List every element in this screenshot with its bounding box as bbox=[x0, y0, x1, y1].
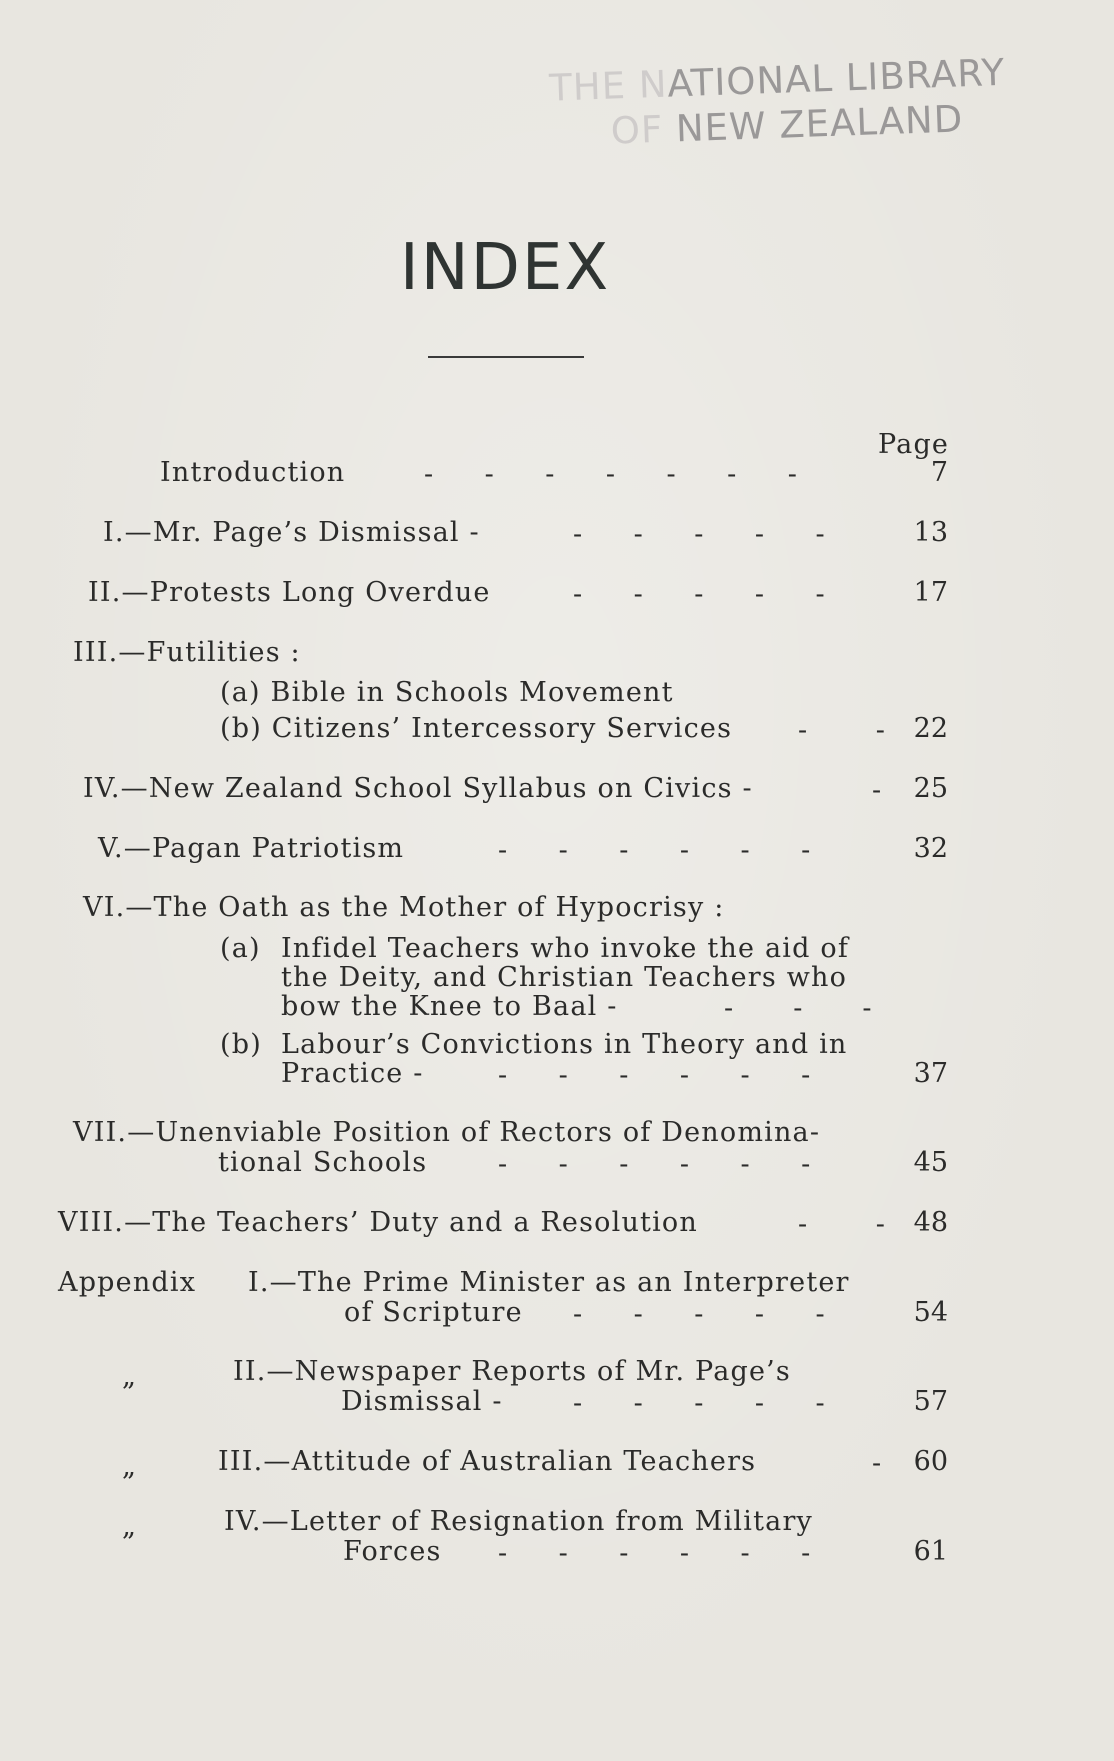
appendix-3-page: 60 bbox=[913, 1446, 948, 1477]
appendix-1-leader: - - - - - bbox=[573, 1299, 825, 1330]
appendix-2-page: 57 bbox=[913, 1386, 948, 1417]
entry-4-page: 25 bbox=[913, 773, 948, 804]
entry-6a-line-1: Infidel Teachers who invoke the aid of bbox=[281, 933, 850, 964]
entry-7-line-2: tional Schools bbox=[218, 1147, 428, 1178]
entry-introduction-label: Introduction bbox=[160, 457, 346, 488]
appendix-4-ditto: „ bbox=[122, 1511, 138, 1542]
appendix-1-line-2: of Scripture bbox=[344, 1297, 523, 1328]
appendix-4-line-2: Forces bbox=[343, 1536, 442, 1567]
entry-6a-line-3: bow the Knee to Baal - bbox=[281, 991, 618, 1022]
entry-6a-marker: (a) bbox=[220, 933, 261, 964]
entry-1-label: I.—Mr. Page’s Dismissal - bbox=[103, 517, 480, 548]
entry-1-page: 13 bbox=[913, 517, 948, 548]
entry-introduction-leader: - - - - - - - bbox=[424, 459, 797, 490]
title-rule bbox=[428, 356, 584, 358]
appendix-1-line-1: I.—The Prime Minister as an Interpreter bbox=[248, 1267, 850, 1298]
entry-6-label: VI.—The Oath as the Mother of Hypocrisy : bbox=[83, 892, 725, 923]
entry-2-page: 17 bbox=[913, 577, 948, 608]
entry-7-page: 45 bbox=[913, 1147, 948, 1178]
entry-4-label: IV.—New Zealand School Syllabus on Civics - bbox=[83, 773, 753, 804]
appendix-3-label: III.—Attitude of Australian Teachers bbox=[218, 1446, 757, 1477]
entry-7-line-1: VII.—Unenviable Position of Rectors of Denomina- bbox=[73, 1117, 821, 1148]
page-column-label: Page bbox=[878, 429, 950, 460]
entry-7-leader: - - - - - - bbox=[498, 1149, 811, 1180]
entry-4-leader: - bbox=[872, 775, 882, 806]
stamp-line-1-main: ATIONAL LIBRARY bbox=[666, 50, 1006, 106]
appendix-4-line-1: IV.—Letter of Resignation from Military bbox=[224, 1506, 814, 1537]
appendix-label: Appendix bbox=[58, 1267, 197, 1298]
entry-1-leader: - - - - - bbox=[573, 519, 825, 550]
entry-introduction-page: 7 bbox=[930, 457, 948, 488]
entry-3b-leader: - - bbox=[798, 715, 885, 746]
entry-6a-line-2: the Deity, and Christian Teachers who bbox=[281, 962, 848, 993]
entry-3-label: III.—Futilities : bbox=[73, 637, 301, 668]
entry-5-label: V.—Pagan Patriotism bbox=[98, 833, 405, 864]
appendix-4-page: 61 bbox=[913, 1536, 948, 1567]
entry-8-leader: - - bbox=[798, 1209, 885, 1240]
entry-3a-label: (a) Bible in Schools Movement bbox=[220, 677, 674, 708]
library-stamp bbox=[548, 41, 1052, 168]
entry-3b-page: 22 bbox=[913, 713, 948, 744]
appendix-4-leader: - - - - - - bbox=[498, 1538, 811, 1569]
entry-6b-line-1: Labour’s Convictions in Theory and in bbox=[281, 1029, 848, 1060]
appendix-1-page: 54 bbox=[913, 1297, 948, 1328]
appendix-2-leader: - - - - - bbox=[573, 1388, 825, 1419]
entry-6b-page: 37 bbox=[913, 1058, 948, 1089]
entry-6b-leader: - - - - - - bbox=[498, 1060, 811, 1091]
stamp-line-1-faint: THE N bbox=[548, 62, 669, 110]
entry-5-page: 32 bbox=[913, 833, 948, 864]
entry-5-leader: - - - - - - bbox=[498, 835, 811, 866]
appendix-3-leader: - bbox=[872, 1448, 882, 1479]
entry-2-label: II.—Protests Long Overdue bbox=[88, 577, 491, 608]
entry-8-label: VIII.—The Teachers’ Duty and a Resolution bbox=[58, 1207, 698, 1238]
entry-8-page: 48 bbox=[913, 1207, 948, 1238]
page-title: INDEX bbox=[399, 231, 611, 305]
entry-6a-leader: - - - bbox=[724, 993, 872, 1024]
entry-2-leader: - - - - - bbox=[573, 579, 825, 610]
appendix-2-ditto: „ bbox=[122, 1361, 138, 1392]
appendix-3-ditto: „ bbox=[122, 1451, 138, 1482]
entry-6b-marker: (b) bbox=[220, 1029, 262, 1060]
entry-3b-label: (b) Citizens’ Intercessory Services bbox=[220, 713, 733, 744]
appendix-2-line-2: Dismissal - bbox=[341, 1386, 503, 1417]
stamp-line-2-main: NEW ZEALAND bbox=[675, 97, 964, 151]
stamp-line-2-faint: OF bbox=[610, 107, 677, 153]
entry-6b-line-2: Practice - bbox=[281, 1058, 424, 1089]
appendix-2-line-1: II.—Newspaper Reports of Mr. Page’s bbox=[233, 1356, 791, 1387]
